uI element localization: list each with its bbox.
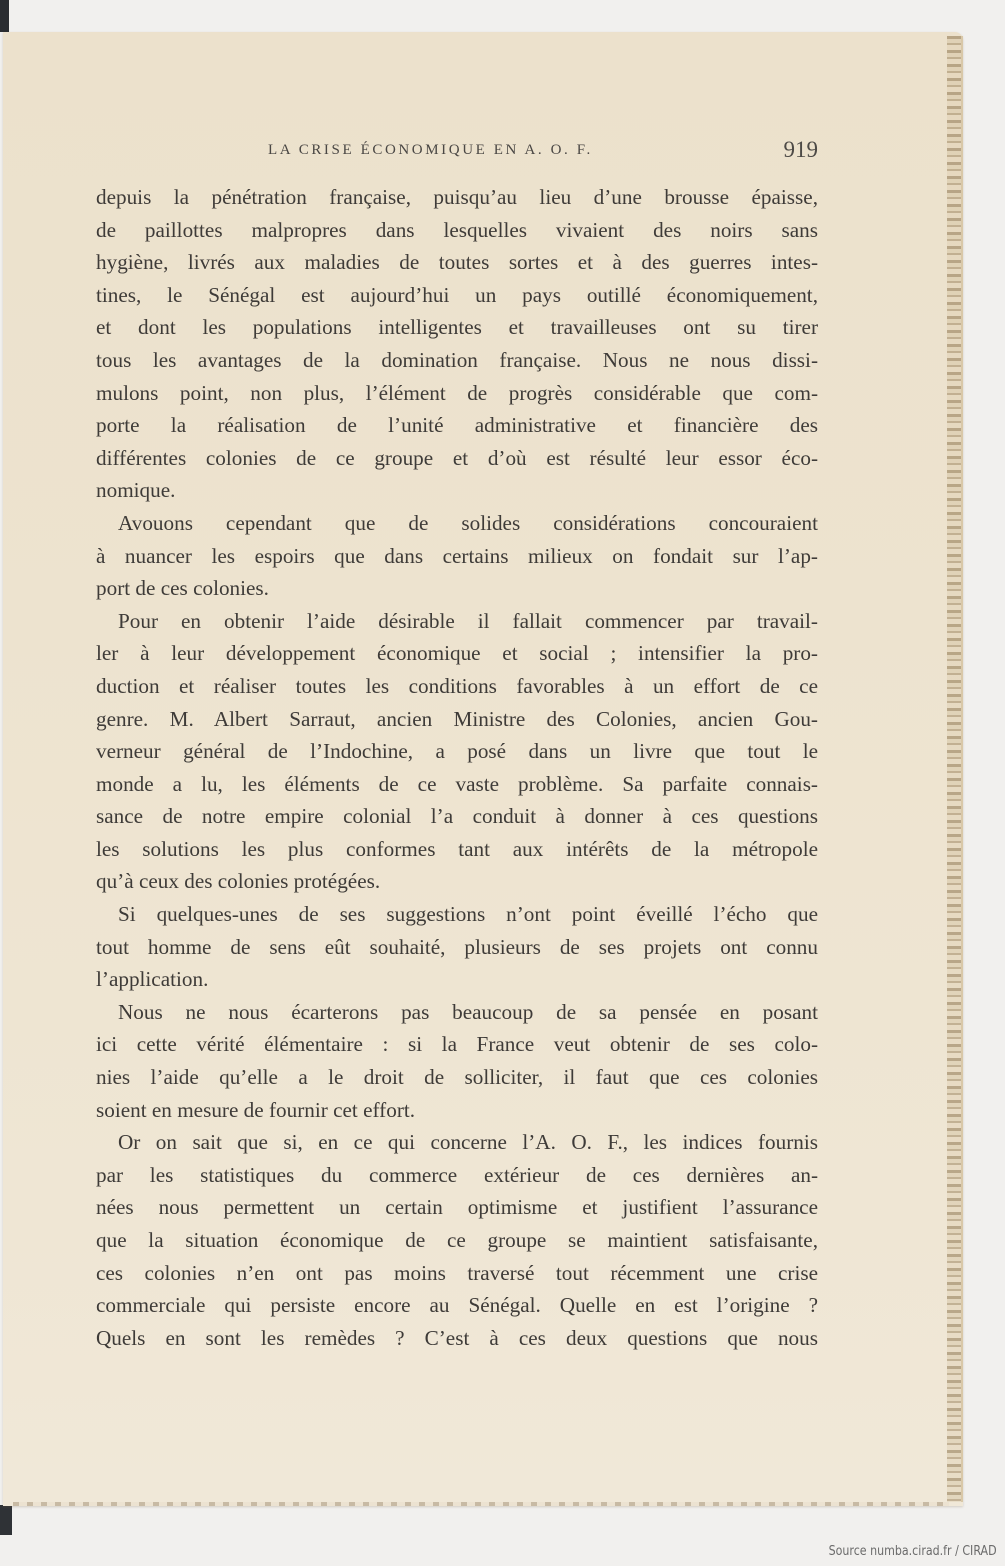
- text-line: soient en mesure de fournir cet effort.: [96, 1097, 416, 1122]
- text-line: les solutions les plus conformes tant aux intérêts de la métropole: [96, 836, 818, 861]
- text-line: tous les avantages de la domination française. Nous ne nous dissi-: [96, 347, 818, 372]
- text-line: duction et réaliser toutes les conditions favorables à un effort de ce: [96, 673, 818, 698]
- text-line: hygiène, livrés aux maladies de toutes sortes et à des guerres intes-: [96, 250, 818, 275]
- text-line: et dont les populations intelligentes et travailleuses ont su tirer: [96, 315, 818, 340]
- text-line: sance de notre empire colonial l’a conduit à donner à ces questions: [96, 804, 818, 829]
- text-line: nées nous permettent un certain optimisme et justifient l’assurance: [96, 1195, 818, 1220]
- body-text: [96, 181, 818, 1354]
- page-bottom-edge: [13, 1502, 949, 1506]
- text-line: genre. M. Albert Sarraut, ancien Ministre des Colonies, ancien Gou-: [96, 706, 818, 731]
- text-line: depuis la pénétration française, puisqu’au lieu d’une brousse épaisse,: [96, 185, 818, 209]
- text-line: Si quelques-unes de ses suggestions n’ont point éveillé l’écho que: [118, 902, 818, 927]
- text-line: commerciale qui persiste encore au Sénégal. Quelle en est l’origine ?: [96, 1293, 818, 1318]
- text-line: tout homme de sens eût souhaité, plusieurs de ses projets ont connu: [96, 934, 818, 959]
- text-line: mulons point, non plus, l’élément de progrès considérable que com-: [96, 380, 818, 405]
- text-line: à nuancer les espoirs que dans certains milieux on fondait sur l’ap-: [96, 543, 818, 568]
- text-line: tines, le Sénégal est aujourd’hui un pays outillé économiquement,: [96, 282, 818, 307]
- text-line: Or on sait que si, en ce qui concerne l’A. O. F., les indices fournis: [118, 1130, 818, 1155]
- text-line: Quels en sont les remèdes ? C’est à ces deux questions que nous: [96, 1325, 818, 1350]
- text-line: Pour en obtenir l’aide désirable il fallait commencer par travail-: [118, 608, 818, 633]
- text-line: par les statistiques du commerce extérieur de ces dernières an-: [96, 1162, 818, 1187]
- text-line: ici cette vérité élémentaire : si la France veut obtenir de ses colo-: [96, 1032, 818, 1057]
- scanner-edge-strip-bottom: [0, 1505, 12, 1535]
- text-line: l’application.: [96, 967, 209, 992]
- text-line: ler à leur développement économique et social ; intensifier la pro-: [96, 641, 818, 666]
- text-line: verneur général de l’Indochine, a posé dans un livre que tout le: [96, 739, 818, 764]
- text-line: port de ces colonies.: [96, 576, 269, 601]
- text-line: nies l’aide qu’elle a le droit de solliciter, il faut que ces colonies: [96, 1065, 818, 1090]
- text-line: différentes colonies de ce groupe et d’où est résulté leur essor éco-: [96, 445, 818, 470]
- text-line: ces colonies n’en ont pas moins traversé tout récemment une crise: [96, 1260, 818, 1285]
- text-line: Nous ne nous écarterons pas beaucoup de sa pensée en posant: [118, 999, 818, 1024]
- running-head-title: LA CRISE ÉCONOMIQUE EN A. O. F.: [268, 142, 593, 158]
- running-head: [268, 137, 818, 163]
- text-line: porte la réalisation de l’unité administrative et financière des: [96, 413, 818, 438]
- text-line: de paillottes malpropres dans lesquelles vivaient des noirs sans: [96, 217, 818, 242]
- text-line: monde a lu, les éléments de ce vaste problème. Sa parfaite connais-: [96, 771, 818, 796]
- text-line: que la situation économique de ce groupe se maintient satisfaisante,: [96, 1228, 818, 1252]
- scanner-edge-strip-top: [0, 0, 9, 32]
- text-line: Avouons cependant que de solides considérations concouraient: [118, 510, 818, 535]
- text-line: nomique.: [96, 478, 176, 503]
- page-fore-edge: [947, 36, 963, 1502]
- page-number: 919: [783, 137, 818, 162]
- source-credit: Source numba.cirad.fr / CIRAD: [829, 1544, 997, 1559]
- text-line: qu’à ceux des colonies protégées.: [96, 869, 381, 894]
